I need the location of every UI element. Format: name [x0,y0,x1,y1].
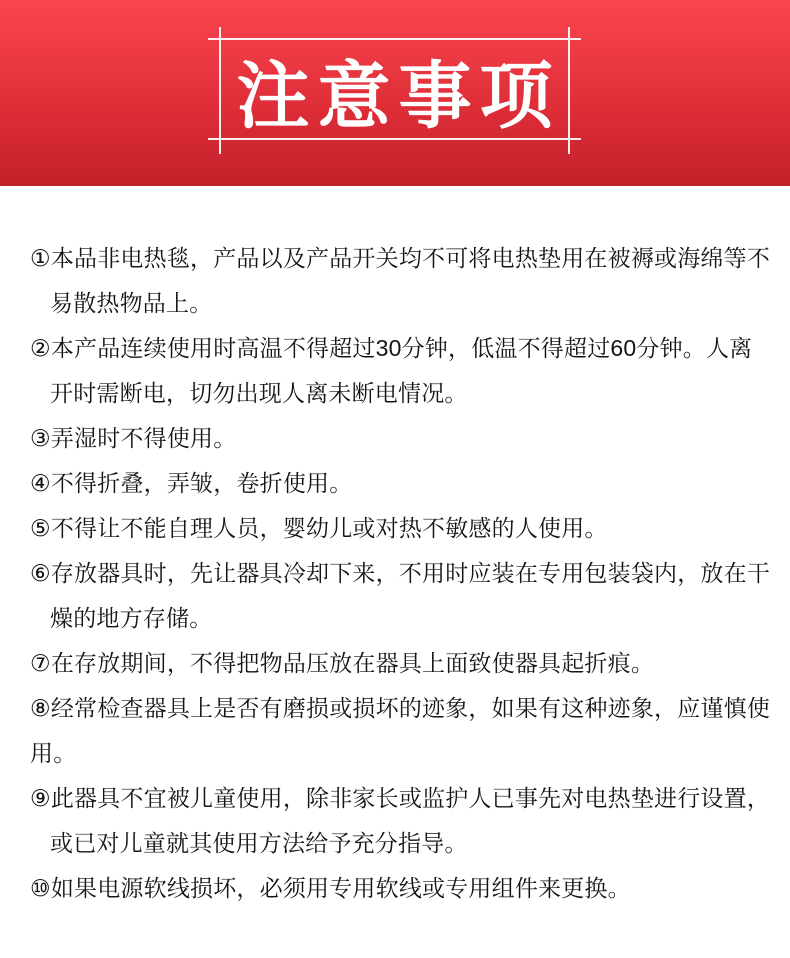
notice-line: ⑥存放器具时，先让器具冷却下来，不用时应装在专用包装袋内，放在干 [30,560,771,586]
notice-line: ⑤不得让不能自理人员，婴幼儿或对热不敏感的人使用。 [30,515,608,541]
header-banner [0,0,790,186]
notice-line: ⑦在存放期间，不得把物品压放在器具上面致使器具起折痕。 [30,650,655,676]
notice-item-8 [30,686,771,776]
notice-line: ②本产品连续使用时高温不得超过30分钟，低温不得超过60分钟。人离 [30,335,753,361]
notice-item-2 [30,326,766,416]
notice-item-4 [30,461,766,506]
notice-line: 用。 [30,740,77,766]
notice-item-9 [30,776,771,866]
notice-line: ⑨此器具不宜被儿童使用，除非家长或监护人已事先对电热垫进行设置， [30,785,771,811]
page-title: 注意事项 [236,55,561,137]
notice-item-7 [30,641,766,686]
notice-line: 易散热物品上。 [50,290,213,316]
notice-line: ⑩如果电源软线损坏，必须用专用软线或专用组件来更换。 [30,875,631,901]
notice-item-6 [30,551,771,641]
notice-line: 燥的地方存储。 [50,605,213,631]
notice-item-3 [30,416,766,461]
notice-item-1 [30,236,771,326]
notice-line: ①本品非电热毯，产品以及产品开关均不可将电热垫用在被褥或海绵等不 [30,245,771,271]
notice-line: 或已对儿童就其使用方法给予充分指导。 [50,830,468,856]
notice-list [0,186,790,911]
notice-line: ④不得折叠，弄皱，卷折使用。 [30,470,353,496]
notice-item-10 [30,866,766,911]
notice-line: ③弄湿时不得使用。 [30,425,237,451]
notice-item-5 [30,506,766,551]
notice-line: ⑧经常检查器具上是否有磨损或损坏的迹象，如果有这种迹象，应谨慎使 [30,695,771,721]
notice-line: 开时需断电，切勿出现人离未断电情况。 [50,380,468,406]
